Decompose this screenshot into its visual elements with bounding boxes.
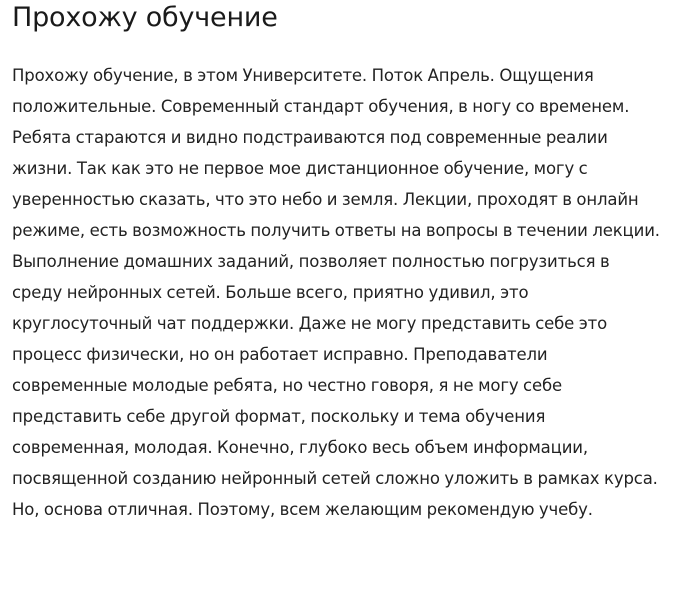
review-body: Прохожу обучение, в этом Университете. Поток Апрель. Ощущения положительные. Современный стандарт обучения, в ногу со временем. Ребята стараются и видно подстраиваются под современные реалии жизни. Так как это не первое мое дистанционное обучение, могу с уверенностью сказать, что это небо и земля. Лекции, проходят в онлайн режиме, есть возможность получить ответы на вопросы в течении лекции. Выполнение домашних заданий, позволяет полностью погрузиться в среду нейронных сетей. Больше всего, приятно удивил, это круглосуточный чат поддержки. Даже не могу представить себе это процесс физически, но он работает исправно. Преподаватели современные молодые ребята, но честно говоря, я не могу себе представить себе другой формат, поскольку и тема обучения современная, молодая. Конечно, глубоко весь объем информации, посвященной созданию нейронный сетей сложно уложить в рамках курса. Но, основа отличная. Поэтому, всем желающим рекомендую учебу.: [12, 66, 660, 519]
review-title: Прохожу обучение: [12, 2, 278, 33]
review-card: [12, 0, 662, 525]
